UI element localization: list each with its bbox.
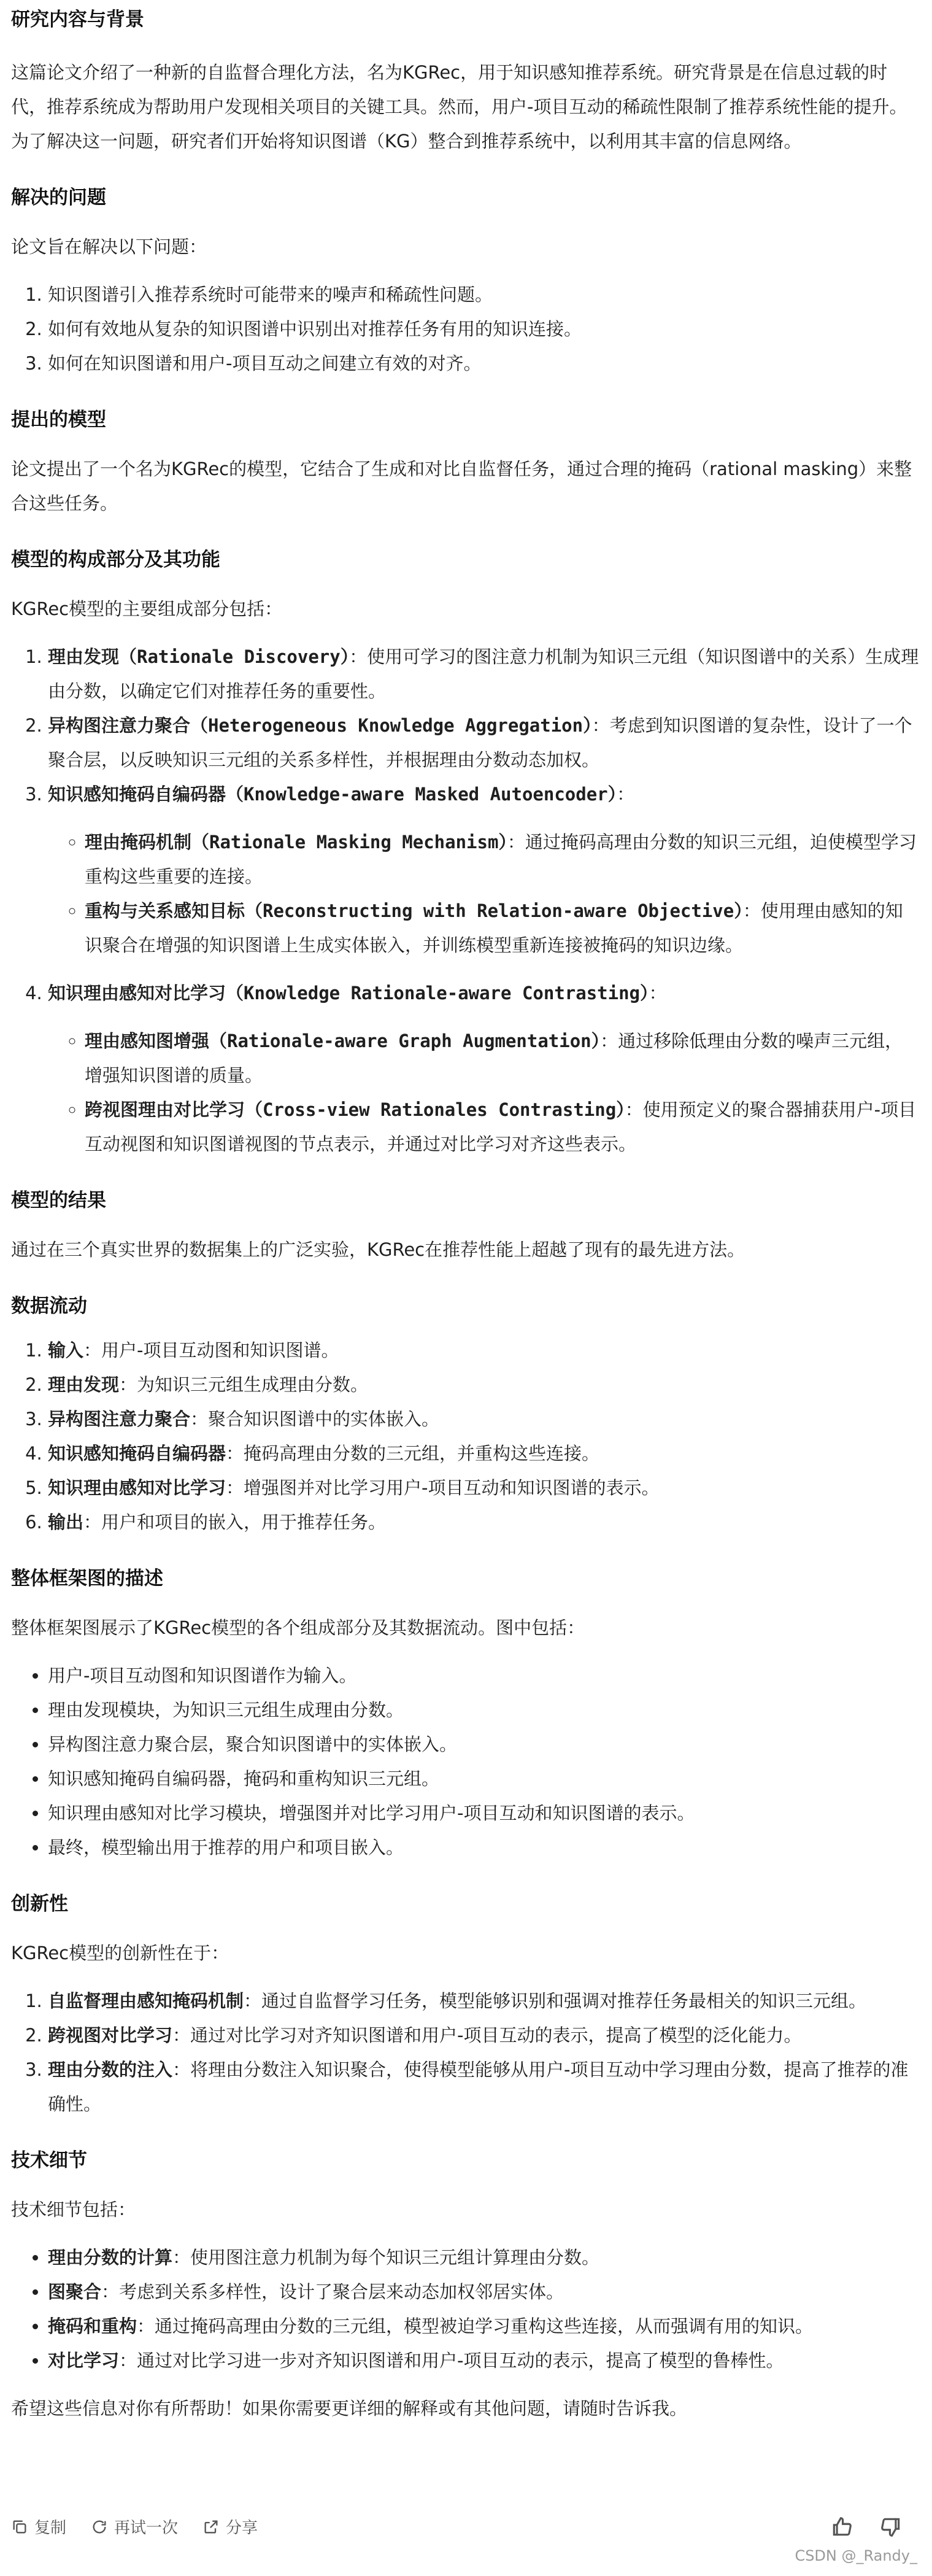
- list-item: [48, 708, 919, 777]
- thumbs-up-icon[interactable]: [830, 2515, 853, 2539]
- technical-intro: 技术细节包括：: [11, 2199, 136, 2220]
- item-text: ：用户和项目的嵌入，用于推荐任务。: [83, 1512, 387, 1533]
- retry-label: 再试一次: [114, 2519, 179, 2537]
- item-text: ：增强图并对比学习用户-项目互动和知识图谱的表示。: [226, 1477, 660, 1498]
- item-text: ：用户-项目互动图和知识图谱。: [83, 1340, 339, 1361]
- components-intro: KGRec模型的主要组成部分包括：: [11, 598, 283, 619]
- share-label: 分享: [226, 2519, 258, 2537]
- item-text: ：使用可学习的图注意力机制为知识三元组（知识图谱中的关系）生成理由分数，以确定它们对推荐任务的重要性。: [48, 646, 919, 702]
- item-text: ：考虑到关系多样性，设计了聚合层来动态加权邻居实体。: [101, 2281, 564, 2302]
- section-title-model: 提出的模型: [11, 409, 106, 431]
- list-item: [48, 1471, 919, 1505]
- item-bold: 理由掩码机制（Rationale Masking Mechanism）: [85, 832, 507, 853]
- response-content: [11, 0, 919, 2426]
- list-item: • 用户-项目互动图和知识图谱作为输入。: [48, 1658, 919, 1693]
- item-text: ：使用理由感知的知识聚合在增强的知识图谱上生成实体嵌入，并训练模型重新连接被掩码的知识边缘。: [85, 900, 903, 956]
- problems-list: [11, 277, 919, 381]
- sub-list-item: [85, 1093, 919, 1161]
- sub-list-item: [85, 1024, 919, 1093]
- section-title-components: 模型的构成部分及其功能: [11, 549, 220, 571]
- section-title-dataflow: 数据流动: [11, 1295, 87, 1317]
- list-item: [48, 2240, 919, 2275]
- item-text: ：通过掩码高理由分数的知识三元组，迫使模型学习重构这些重要的连接。: [85, 832, 917, 887]
- list-item: 1. 知识图谱引入推荐系统时可能带来的噪声和稀疏性问题。: [48, 277, 919, 312]
- sub-list-item: [85, 825, 919, 894]
- innovation-list: [11, 1984, 919, 2121]
- dataflow-list: [11, 1333, 919, 1539]
- item-bold: 自监督理由感知掩码机制: [48, 1990, 244, 2011]
- list-item: [48, 1505, 919, 1539]
- list-item: [48, 2343, 919, 2378]
- list-item: • 最终，模型输出用于推荐的用户和项目嵌入。: [48, 1830, 919, 1865]
- retry-button[interactable]: [91, 2515, 178, 2538]
- item-text: ：将理由分数注入知识聚合，使得模型能够从用户-项目互动中学习理由分数，提高了推荐的准确性。: [48, 2059, 909, 2114]
- thumbs-down-icon[interactable]: [879, 2515, 903, 2539]
- item-bold: 知识感知掩码自编码器（Knowledge-aware Masked Autoencoder）: [48, 784, 617, 805]
- item-text: ：考虑到知识图谱的复杂性，设计了一个聚合层，以反映知识三元组的关系多样性，并根据理由分数动态加权。: [48, 715, 912, 770]
- technical-list: [11, 2240, 919, 2378]
- framework-intro: 整体框架图展示了KGRec模型的各个组成部分及其数据流动。图中包括：: [11, 1617, 585, 1638]
- model-paragraph: 论文提出了一个名为KGRec的模型，它结合了生成和对比自监督任务，通过合理的掩码（rational masking）来整合这些任务。: [11, 458, 912, 514]
- list-item: 2. 如何有效地从复杂的知识图谱中识别出对推荐任务有用的知识连接。: [48, 312, 919, 346]
- item-text: ：使用预定义的聚合器捕获用户-项目互动视图和知识图谱视图的节点表示，并通过对比学习对齐这些表示。: [85, 1099, 917, 1155]
- list-item: [48, 777, 919, 962]
- item-text: ：掩码高理由分数的三元组，并重构这些连接。: [226, 1443, 600, 1464]
- framework-list: [11, 1658, 919, 1865]
- share-button[interactable]: [202, 2515, 258, 2538]
- list-item: [48, 1402, 919, 1436]
- item-text: ：: [649, 983, 667, 1004]
- item-text: ：通过对比学习对齐知识图谱和用户-项目互动的表示，提高了模型的泛化能力。: [172, 2025, 802, 2046]
- list-item: • 异构图注意力聚合层，聚合知识图谱中的实体嵌入。: [48, 1727, 919, 1762]
- copy-icon: [11, 2518, 28, 2535]
- item-text: ：通过掩码高理由分数的三元组，模型被迫学习重构这些连接，从而强调有用的知识。: [137, 2316, 814, 2337]
- copy-label: 复制: [34, 2519, 67, 2537]
- refresh-icon: [91, 2518, 108, 2535]
- list-item: [48, 1367, 919, 1402]
- list-item: [48, 2309, 919, 2343]
- item-bold: 输出: [48, 1512, 84, 1533]
- sub-list-item: [85, 894, 919, 962]
- section-title-problems: 解决的问题: [11, 187, 106, 209]
- item-bold: 理由发现: [48, 1374, 120, 1395]
- list-item: 3. 如何在知识图谱和用户-项目互动之间建立有效的对齐。: [48, 346, 919, 381]
- problems-intro: 论文旨在解决以下问题：: [11, 236, 207, 257]
- item-bold: 理由感知图增强（Rationale-aware Graph Augmentation）: [85, 1031, 601, 1051]
- components-list: [11, 640, 919, 1161]
- list-item: [48, 2052, 919, 2121]
- item-bold: 跨视图对比学习: [48, 2025, 173, 2046]
- item-bold: 理由分数的注入: [48, 2059, 173, 2080]
- closing-paragraph: 希望这些信息对你有所帮助！如果你需要更详细的解释或有其他问题，请随时告诉我。: [11, 2398, 688, 2419]
- section-title-background: 研究内容与背景: [11, 9, 144, 31]
- section-title-framework: 整体框架图的描述: [11, 1568, 163, 1590]
- list-item: • 理由发现模块，为知识三元组生成理由分数。: [48, 1693, 919, 1727]
- copy-button[interactable]: [11, 2515, 66, 2538]
- section-title-results: 模型的结果: [11, 1189, 106, 1212]
- item-bold: 知识理由感知对比学习（Knowledge Rationale-aware Contrasting）: [48, 983, 649, 1004]
- item-text: ：聚合知识图谱中的实体嵌入。: [190, 1409, 440, 1429]
- section-title-technical: 技术细节: [11, 2149, 87, 2172]
- sub-list: [48, 825, 919, 962]
- list-item: [48, 1984, 919, 2018]
- item-bold: 对比学习: [48, 2350, 120, 2371]
- feedback-buttons: [830, 2515, 903, 2539]
- item-bold: 重构与关系感知目标（Reconstructing with Relation-aware Objective）: [85, 900, 743, 921]
- item-bold: 知识感知掩码自编码器: [48, 1443, 226, 1464]
- item-text: ：通过对比学习进一步对齐知识图谱和用户-项目互动的表示，提高了模型的鲁棒性。: [119, 2350, 784, 2371]
- section-title-innovation: 创新性: [11, 1893, 68, 1915]
- item-text: ：通过移除低理由分数的噪声三元组，增强知识图谱的质量。: [85, 1031, 903, 1086]
- list-item: [48, 1333, 919, 1367]
- item-bold: 输入: [48, 1340, 84, 1361]
- item-bold: 异构图注意力聚合（Heterogeneous Knowledge Aggregation）: [48, 715, 592, 736]
- item-bold: 图聚合: [48, 2281, 102, 2302]
- watermark: CSDN @_Randy_: [795, 2547, 917, 2564]
- item-text: ：使用图注意力机制为每个知识三元组计算理由分数。: [172, 2247, 600, 2268]
- item-text: ：为知识三元组生成理由分数。: [119, 1374, 369, 1395]
- list-item: [48, 1436, 919, 1471]
- item-bold: 知识理由感知对比学习: [48, 1477, 226, 1498]
- results-paragraph: 通过在三个真实世界的数据集上的广泛实验，KGRec在推荐性能上超越了现有的最先进方法。: [11, 1239, 745, 1260]
- list-item: [48, 2018, 919, 2052]
- sub-list: [48, 1024, 919, 1161]
- share-icon: [202, 2518, 220, 2535]
- item-text: ：: [617, 784, 635, 805]
- item-bold: 跨视图理由对比学习（Cross-view Rationales Contrasting）: [85, 1099, 625, 1120]
- item-bold: 异构图注意力聚合: [48, 1409, 191, 1429]
- item-text: ：通过自监督学习任务，模型能够识别和强调对推荐任务最相关的知识三元组。: [244, 1990, 867, 2011]
- item-bold: 理由分数的计算: [48, 2247, 173, 2268]
- list-item: [48, 640, 919, 708]
- item-bold: 理由发现（Rationale Discovery）: [48, 646, 350, 667]
- list-item: • 知识感知掩码自编码器，掩码和重构知识三元组。: [48, 1762, 919, 1796]
- list-item: [48, 2275, 919, 2309]
- background-paragraph: 这篇论文介绍了一种新的自监督合理化方法，名为KGRec，用于知识感知推荐系统。研究背景是在信息过载的时代，推荐系统成为帮助用户发现相关项目的关键工具。然而，用户-项目互动的稀疏性限制了推荐系统性能的提升。为了解决这一问题，研究者们开始将知识图谱（KG）整合到推荐系统中，以利用其丰富的信息网络。: [11, 62, 907, 152]
- list-item: [48, 976, 919, 1161]
- list-item: • 知识理由感知对比学习模块，增强图并对比学习用户-项目互动和知识图谱的表示。: [48, 1796, 919, 1830]
- response-toolbar: [11, 2515, 258, 2538]
- innovation-intro: KGRec模型的创新性在于：: [11, 1943, 229, 1963]
- item-bold: 掩码和重构: [48, 2316, 137, 2337]
